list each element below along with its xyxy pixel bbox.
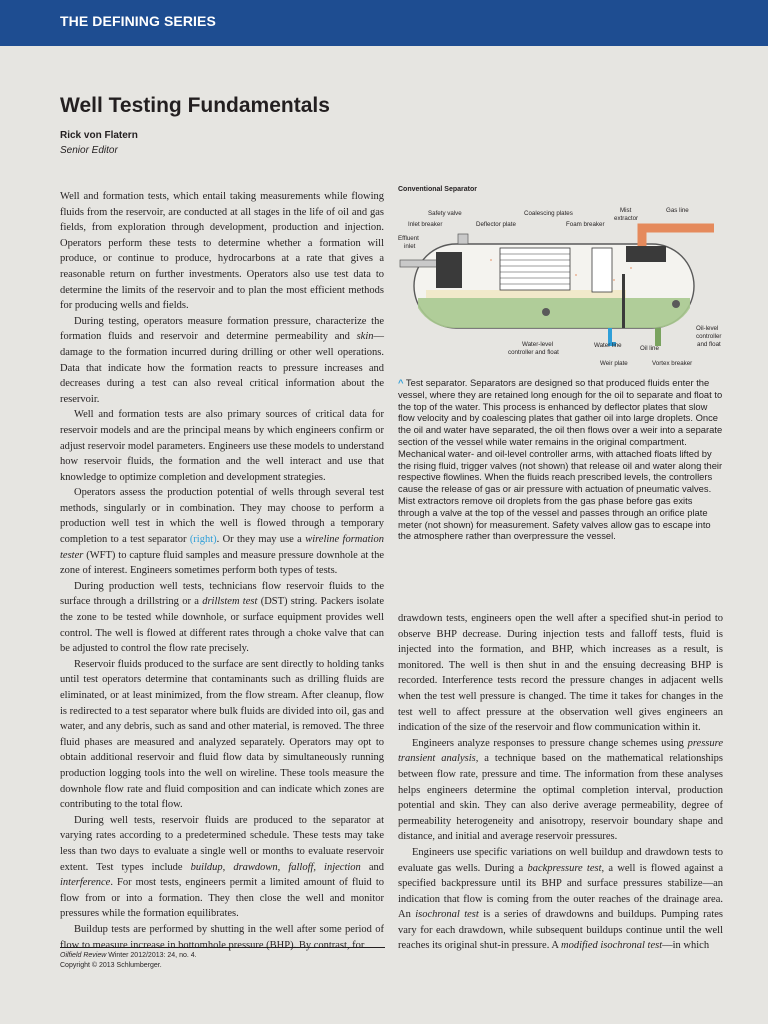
effluent-inlet-pipe — [400, 260, 440, 267]
mist-extractor — [626, 246, 666, 262]
page-footer — [60, 947, 385, 971]
label-deflector-plate: Deflector plate — [476, 221, 516, 228]
figure-title: Conventional Separator — [398, 186, 477, 193]
label-coalescing-plates: Coalescing plates — [524, 210, 573, 217]
coalescing-plates — [500, 248, 570, 290]
label-oil-line: Oil line — [640, 345, 659, 352]
label-vortex-breaker: Vortex breaker — [652, 360, 693, 367]
paragraph: Engineers use specific variations on well buildup and drawdown tests to evaluate gas wells. During a backpressure test, a well is flowed against a specified backpressure until its BHP and surface pressures stabilize—an indication that flow is coming from the outer reaches of the drainage area. An isochronal test is a series of drawdowns and buildups. Pumping rates vary for each drawdown, while subsequent buildups continue until the well reaches its original shut-in pressure. A modified isochronal test—in which — [398, 846, 723, 952]
paragraph: During testing, operators measure formation pressure, characterize the formation fluids and reservoir and determine permeability and skin—damage to the formation incurred during drilling or other well operations. Data that indicate how the formation reacts to pressure increases and decreases during a test can also reveal critical information about the reservoir. — [60, 315, 384, 405]
separator-diagram — [396, 200, 726, 372]
label-effluent-inlet: Effluent — [398, 235, 419, 242]
series-label: THE DEFINING SERIES — [60, 13, 216, 29]
caption-marker: ^ — [398, 377, 404, 388]
label-weir-plate: Weir plate — [600, 360, 628, 367]
safety-valve — [458, 234, 468, 244]
label-foam-breaker: Foam breaker — [566, 221, 605, 228]
label-mist-extractor-2: extractor — [614, 215, 639, 222]
author-role: Senior Editor — [60, 145, 118, 156]
copyright: Copyright © 2013 Schlumberger. — [60, 962, 162, 969]
paragraph: Buildup tests are performed by shutting in the well after some period of flow to measure increase in bottomhole pressure (BHP). By contrast, for — [60, 923, 384, 951]
paragraph: During production well tests, technicians flow reservoir fluids to the surface through a drillstring or a drillstem test (DST) string. Packers isolate the zone to be tested while downhole, or surface equipment provides well control. The well is flowed at different rates through a choke valve that can be adjusted to control the flow rate precisely. — [60, 580, 384, 655]
author-name: Rick von Flatern — [60, 130, 138, 141]
label-effluent-inlet-2: inlet — [404, 243, 416, 250]
paragraph: Well and formation tests are also primary sources of critical data for reservoir models and are the principal means by which engineers confirm or adjust reservoir model parameters. Engineers use these models to understand how reservoir fluids, the formation and the well interact and use that knowledge to optimize completion and development strategies. — [60, 409, 384, 483]
label-oil-level-3: and float — [697, 341, 721, 348]
label-water-level: Water-level — [522, 341, 554, 348]
label-safety-valve: Safety valve — [428, 210, 462, 217]
body-column-left — [60, 189, 384, 953]
label-mist-extractor: Mist — [620, 207, 632, 214]
figure-reference-link[interactable]: (right) — [189, 534, 217, 546]
paragraph: Well and formation tests, which entail taking measurements while flowing fluids from the reservoir, are conducted at all stages in the life of oil and gas fields, from exploration through development, production and injection. Operators perform these tests to determine whether a formation will produce, or continue to produce, hydrocarbons at a rate that gives a reasonable return on further investments. Operators also use test data to determine the limits of the reservoir and to plan the most efficient methods for producing wells and fields. — [60, 191, 384, 312]
label-gas-line: Gas line — [666, 207, 689, 214]
figure-caption: ^ Test separator. Separators are designed so that produced fluids enter the vessel, where they are retained long enough for the oil to separate and float to the top of the water. This process is enhanced by deflector plates that slow flow velocity and by coalescing plates that gather oil into large droplets. Once the oil and water have separated, the oil then flows over a weir into a separate section of the vessel while water remains in the original compartment. Mechanical water- and oil-level controller arms, with attached floats lifted by the rising fluid, trigger valves (not shown) that release oil and water along their respective flowlines. When the fluids reach prescribed levels, the controllers cause the release of gas or air pressure with actuation of pneumatic valves. Mist extractors remove oil droplets from the gas phase before gas exits through a valve at the top of the vessel and passes through an orifice plate meter (not shown) for measurement. Safety valves allow gas to escape into the atmosphere rather than overpressure the vessel. — [398, 377, 723, 542]
label-water-level-2: controller and float — [508, 349, 559, 356]
paragraph: Operators assess the production potential of wells through several test methods, singularly or in combination. They may choose to perform a production well test in which the well is flowed through a temporary completion to a test separator (right). Or they may use a wireline formation tester (WFT) to capture fluid samples and measure pressure downhole at the zone of interest. Engineers sometimes perform both types of tests. — [60, 487, 384, 577]
label-inlet-breaker: Inlet breaker — [408, 221, 443, 228]
weir-plate — [622, 274, 625, 328]
gas-line-pipe — [642, 228, 714, 246]
water-level-float — [542, 308, 550, 316]
paragraph: During well tests, reservoir fluids are produced to the separator at varying rates according to a predetermined schedule. These tests may take less than two days to evaluate a single well or months to evaluate reservoir extent. Test types include buildup, drawdown, falloff, injection and interference. For most tests, engineers permit a limited amount of fluid to flow from or into a formation. They then close the well and monitor pressures while the formation equilibrates. — [60, 814, 384, 920]
label-oil-level: Oil-level — [696, 325, 719, 332]
label-oil-level-2: controller — [696, 333, 722, 340]
oil-level-float — [672, 300, 680, 308]
deflector-plate — [436, 252, 462, 288]
article-title: Well Testing Fundamentals — [60, 94, 330, 117]
paragraph: Reservoir fluids produced to the surface are sent directly to holding tanks until test operators determine that contaminants such as drilling fluids are eliminated, or at least minimized, from the flow stream. After cleanup, flow is redirected to a test separator where bulk fluids are divided into oil, gas and water, and any debris, such as sand and other material, is removed. The three fluid phases are measured and analyzed separately. Operators may opt to obtain additional reservoir and fluid flow data by simultaneously running production logging tools into the well on wireline. These tools measure the downhole flow rate and fluid composition and can indicate which zones are contributing to the total flow. — [60, 658, 384, 811]
body-column-right — [398, 611, 723, 954]
label-water-line: Water line — [594, 342, 622, 349]
water-region — [418, 298, 690, 328]
series-banner — [0, 0, 768, 46]
paragraph: drawdown tests, engineers open the well after a specified shut-in period to observe BHP decrease. During injection tests and falloff tests, fluid is injected into the formation, and BHP, which increases as a result, is monitored. The well is then shut in and the ensuing decreasing BHP is recorded. Interference tests record the pressure changes in adjacent wells when the test well pressure is changed. The time it takes for changes in the test well to affect pressure at the observation well gives engineers an indication of the size of the reservoir and flow communication within it. — [398, 613, 723, 734]
paragraph: Engineers analyze responses to pressure change schemes using pressure transient analysis, a technique based on the mathematical relationships between flow rate, pressure and time. The information from these analyses helps engineers determine the optimal completion interval, production potential and skin. They can also derive average permeability, degree of permeability heterogeneity and anisotropy, reservoir boundary shape and distance, and initial and average reservoir pressures. — [398, 737, 723, 843]
citation: Oilfield Review Winter 2012/2013: 24, no. 4. — [60, 952, 197, 959]
foam-breaker — [592, 248, 612, 292]
